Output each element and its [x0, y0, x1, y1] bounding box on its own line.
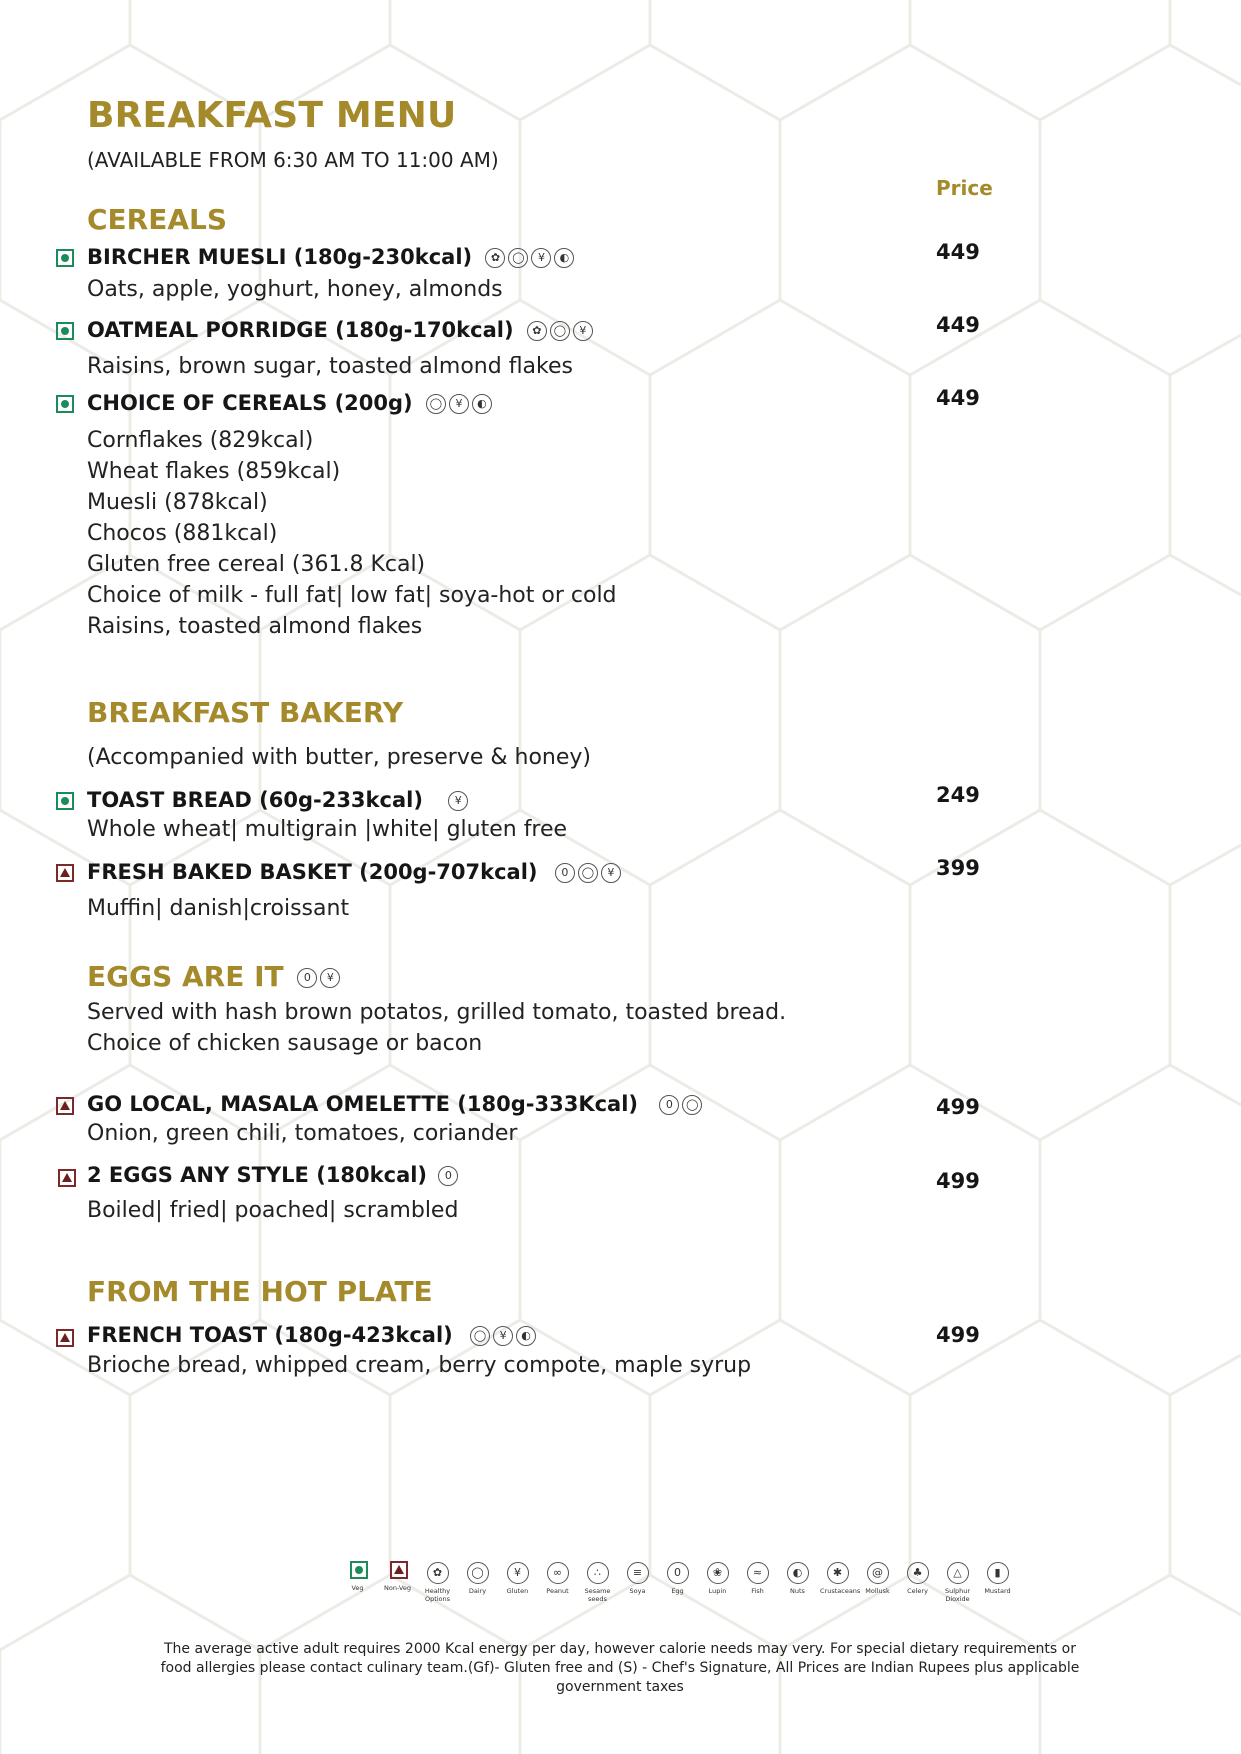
- allergen-icons: [297, 968, 340, 988]
- nonveg-mark: [56, 864, 74, 882]
- gluten-icon: ¥: [449, 394, 469, 414]
- milk-option: Choice of milk - full fat| low fat| soya-hot or cold: [87, 583, 617, 608]
- item-name: 2 EGGS ANY STYLE (180kcal): [87, 1163, 428, 1187]
- menu-item-oatmeal-porridge: [87, 318, 593, 342]
- section-note: (Accompanied with butter, preserve & honey): [87, 745, 592, 770]
- allergen-icons: [555, 863, 621, 883]
- veg-mark: [56, 792, 74, 810]
- veg-mark: [350, 1561, 366, 1577]
- dairy-icon: ◯: [470, 1326, 490, 1346]
- item-name: TOAST BREAD (60g-233kcal): [87, 788, 423, 812]
- legend-nuts: ◐ Nuts: [780, 1561, 815, 1603]
- note-line: Served with hash brown potatos, grilled tomato, toasted bread.: [87, 1000, 787, 1025]
- healthy-icon: ✿: [527, 321, 547, 341]
- section-title-text: EGGS ARE IT: [87, 960, 284, 993]
- gluten-icon: ¥: [573, 321, 593, 341]
- sulphur-icon: △: [947, 1562, 969, 1584]
- section-title-hot-plate: FROM THE HOT PLATE: [87, 1275, 433, 1308]
- allergen-icons: [485, 248, 574, 268]
- fish-icon: ≈: [747, 1562, 769, 1584]
- legend-lupin: ❀ Lupin: [700, 1561, 735, 1603]
- legend-healthy: ✿ Healthy Options: [420, 1561, 455, 1603]
- item-name: FRESH BAKED BASKET (200g-707kcal): [87, 860, 538, 884]
- item-description: Muffin| danish|croissant: [87, 896, 350, 921]
- item-description: Whole wheat| multigrain |white| gluten free: [87, 817, 568, 842]
- crustaceans-icon: ✱: [827, 1562, 849, 1584]
- dairy-icon: ◯: [578, 863, 598, 883]
- item-description: Brioche bread, whipped cream, berry compote, maple syrup: [87, 1353, 752, 1378]
- item-price: 499: [936, 1169, 980, 1193]
- menu-item-masala-omelette: [87, 1092, 702, 1116]
- allergen-icons: [438, 1166, 458, 1186]
- nonveg-mark: [56, 1097, 74, 1115]
- section-title-eggs: [87, 960, 340, 993]
- legend-sesame: ∴ Sesame seeds: [580, 1561, 615, 1603]
- cereal-option: Chocos (881kcal): [87, 521, 278, 546]
- legend-fish: ≈ Fish: [740, 1561, 775, 1603]
- egg-icon: 0: [555, 863, 575, 883]
- egg-icon: 0: [297, 968, 317, 988]
- dairy-icon: ◯: [550, 321, 570, 341]
- cereal-option: Cornflakes (829kcal): [87, 428, 314, 453]
- sesame-icon: ∴: [587, 1562, 609, 1584]
- mollusk-icon: @: [867, 1562, 889, 1584]
- legend-gluten: ¥ Gluten: [500, 1561, 535, 1603]
- legend-celery: ♣ Celery: [900, 1561, 935, 1603]
- egg-icon: 0: [667, 1562, 689, 1584]
- item-price: 449: [936, 313, 980, 337]
- veg-mark: [56, 395, 74, 413]
- legend-soya: ≡ Soya: [620, 1561, 655, 1603]
- lupin-icon: ❀: [707, 1562, 729, 1584]
- allergen-legend: [340, 1561, 1015, 1603]
- item-price: 399: [936, 856, 980, 880]
- menu-item-toast-bread: [87, 788, 468, 812]
- gluten-icon: ¥: [493, 1326, 513, 1346]
- nonveg-mark: [58, 1169, 76, 1187]
- nuts-icon: ◐: [516, 1326, 536, 1346]
- egg-icon: 0: [659, 1095, 679, 1115]
- gluten-icon: ¥: [448, 791, 468, 811]
- peanut-icon: ∞: [547, 1562, 569, 1584]
- toppings: Raisins, toasted almond flakes: [87, 614, 423, 639]
- item-price: 449: [936, 386, 980, 410]
- section-title-bakery: BREAKFAST BAKERY: [87, 696, 404, 729]
- menu-item-choice-of-cereals: [87, 391, 492, 415]
- item-price: 499: [936, 1095, 980, 1119]
- allergen-icons: [426, 394, 492, 414]
- nuts-icon: ◐: [554, 248, 574, 268]
- item-description: Raisins, brown sugar, toasted almond flakes: [87, 354, 573, 379]
- dairy-icon: ◯: [682, 1095, 702, 1115]
- section-note: [87, 997, 786, 1059]
- legend-peanut: ∞ Peanut: [540, 1561, 575, 1603]
- item-price: 499: [936, 1323, 980, 1347]
- price-column-label: Price: [936, 176, 993, 200]
- gluten-icon: ¥: [531, 248, 551, 268]
- item-name: OATMEAL PORRIDGE (180g-170kcal): [87, 318, 514, 342]
- legend-nonveg: Non-Veg: [380, 1561, 415, 1603]
- cereal-option: Muesli (878kcal): [87, 490, 268, 515]
- item-description: Oats, apple, yoghurt, honey, almonds: [87, 277, 503, 302]
- menu-item-bircher-muesli: [87, 245, 574, 269]
- footer-disclaimer: The average active adult requires 2000 Kcal energy per day, however calorie needs may very. For special dietary requirements or food allergies please contact culinary team.(Gf)- Gluten free and (S) - Chef's Signature, All Prices are Indian Rupees plus applicable government taxes: [160, 1641, 1080, 1695]
- gluten-icon: ¥: [320, 968, 340, 988]
- celery-icon: ♣: [907, 1562, 929, 1584]
- menu-item-fresh-baked-basket: [87, 860, 621, 884]
- allergen-icons: [659, 1095, 702, 1115]
- section-title-cereals: CEREALS: [87, 203, 228, 236]
- dairy-icon: ◯: [508, 248, 528, 268]
- allergen-icons: [448, 791, 468, 811]
- legend-crustaceans: ✱ Crustaceans: [820, 1561, 855, 1603]
- healthy-icon: ✿: [485, 248, 505, 268]
- legend-egg: 0 Egg: [660, 1561, 695, 1603]
- nonveg-mark: [56, 1329, 74, 1347]
- mustard-icon: ▮: [987, 1562, 1009, 1584]
- nonveg-mark: [390, 1561, 406, 1577]
- dairy-icon: ◯: [426, 394, 446, 414]
- legend-mollusk: @ Mollusk: [860, 1561, 895, 1603]
- item-name: BIRCHER MUESLI (180g-230kcal): [87, 245, 473, 269]
- soya-icon: ≡: [627, 1562, 649, 1584]
- gluten-icon: ¥: [601, 863, 621, 883]
- availability-note: (AVAILABLE FROM 6:30 AM TO 11:00 AM): [87, 148, 499, 172]
- legend-veg: Veg: [340, 1561, 375, 1603]
- healthy-icon: ✿: [427, 1562, 449, 1584]
- legend-sulphur: △ Sulphur Dioxide: [940, 1561, 975, 1603]
- item-name: FRENCH TOAST (180g-423kcal): [87, 1323, 453, 1347]
- egg-icon: 0: [438, 1166, 458, 1186]
- item-price: 449: [936, 240, 980, 264]
- dairy-icon: ◯: [467, 1562, 489, 1584]
- cereal-option: Wheat flakes (859kcal): [87, 459, 341, 484]
- item-description: Boiled| fried| poached| scrambled: [87, 1198, 459, 1223]
- allergen-icons: [470, 1326, 536, 1346]
- item-name: GO LOCAL, MASALA OMELETTE (180g-333Kcal): [87, 1092, 639, 1116]
- veg-mark: [56, 322, 74, 340]
- item-description: [87, 425, 617, 642]
- nuts-icon: ◐: [472, 394, 492, 414]
- item-price: 249: [936, 783, 980, 807]
- page-title: BREAKFAST MENU: [87, 95, 457, 136]
- item-description: Onion, green chili, tomatoes, coriander: [87, 1121, 518, 1146]
- legend-dairy: ◯ Dairy: [460, 1561, 495, 1603]
- item-name: CHOICE OF CEREALS (200g): [87, 391, 413, 415]
- legend-mustard: ▮ Mustard: [980, 1561, 1015, 1603]
- veg-mark: [56, 249, 74, 267]
- menu-item-2-eggs-any-style: [87, 1163, 458, 1187]
- cereal-option: Gluten free cereal (361.8 Kcal): [87, 552, 426, 577]
- gluten-icon: ¥: [507, 1562, 529, 1584]
- nuts-icon: ◐: [787, 1562, 809, 1584]
- note-line: Choice of chicken sausage or bacon: [87, 1031, 483, 1056]
- allergen-icons: [527, 321, 593, 341]
- menu-item-french-toast: [87, 1323, 536, 1347]
